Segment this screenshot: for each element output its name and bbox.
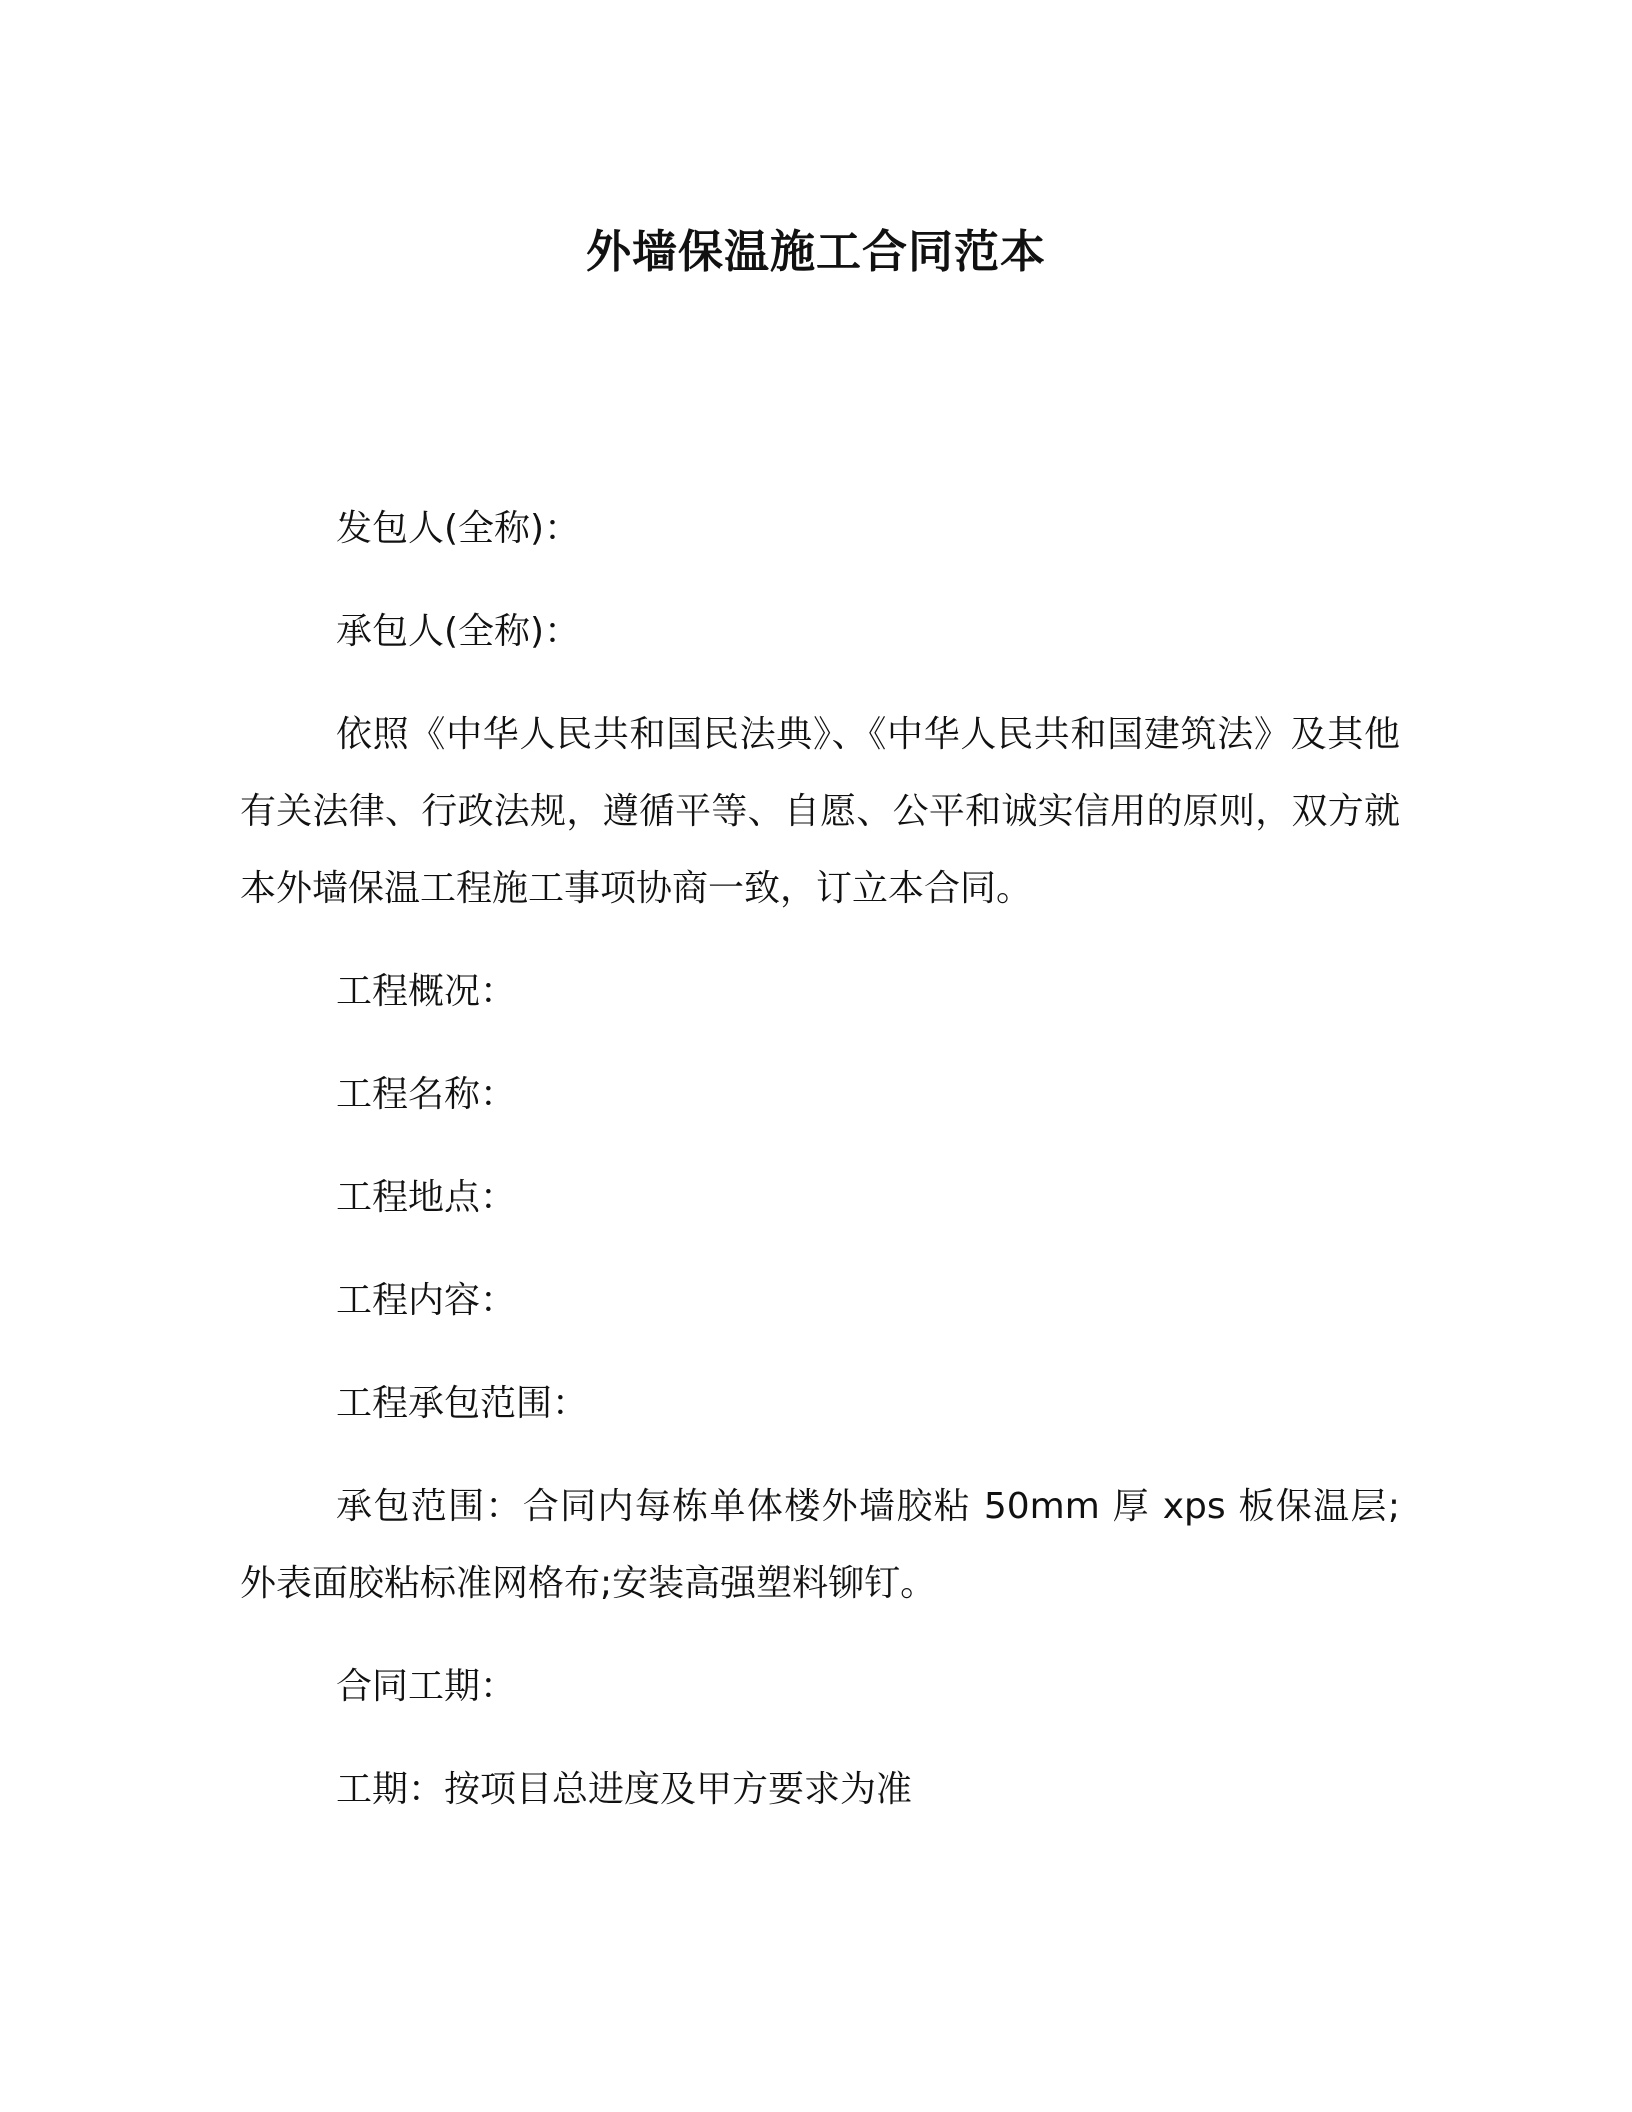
contract-period-heading: 合同工期： [336,1666,517,1707]
contract-period-line: 工期：按项目总进度及甲方要求为准 [336,1769,913,1810]
contract-scope-paragraph: 承包范围：合同内每栋单体楼外墙胶粘 50mm 厚 xps 板保温层;外表面胶粘标准网格布;安装高强塑料铆钉。 [240,1486,1400,1604]
document-body [240,490,1400,1854]
project-content-line: 工程内容： [336,1280,517,1321]
project-overview-heading: 工程概况： [336,971,517,1012]
employer-line: 发包人(全称)： [336,508,581,549]
contract-scope-heading: 工程承包范围： [336,1383,589,1424]
project-location-line: 工程地点： [336,1177,517,1218]
preamble-paragraph: 依照《中华人民共和国民法典》、《中华人民共和国建筑法》及其他有关法律、行政法规，遵循平等、自愿、公平和诚实信用的原则，双方就本外墙保温工程施工事项协商一致，订立本合同。 [240,714,1400,909]
document-title: 外墙保温施工合同范本 [585,225,1046,278]
contractor-line: 承包人(全称)： [336,611,581,652]
project-name-line: 工程名称： [336,1074,517,1115]
